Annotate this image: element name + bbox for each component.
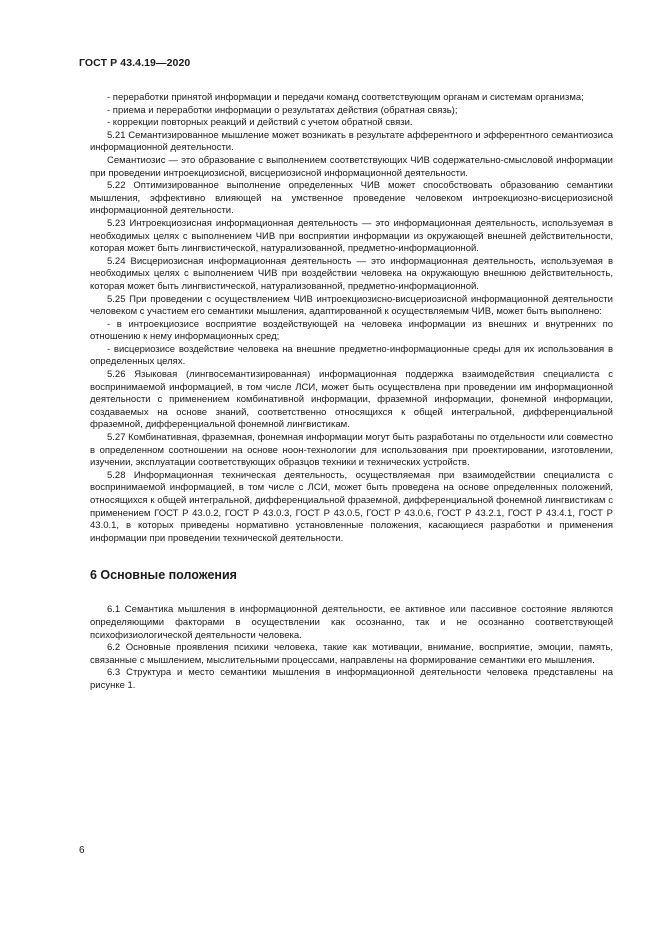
clause-6-2: 6.2 Основные проявления психики человека, такие как мотивации, внимание, восприятие, эмоции, память, связанные с мышлением, мыслительными процессами, направлены на формирование семантики его мышления. — [90, 642, 613, 666]
clause-6-3: 6.3 Структура и место семантики мышления в информационной деятельности человека представлены на рисунке 1. — [90, 667, 613, 691]
list-item-continuation: - переработки принятой информации и передачи команд соответствующим органам и системам организма; — [107, 92, 584, 103]
list-item: - коррекции повторных реакций и действий с учетом обратной связи. — [107, 117, 413, 129]
document-header: ГОСТ Р 43.4.19—2020 — [79, 57, 191, 69]
list-item: - приема и переработки информации о результатах действия (обратная связь); — [107, 104, 458, 116]
clause-5-24: 5.24 Висцериозисная информационная деятельность — это информационная деятельность, используемая в необходимых целях с выполнением ЧИВ при воздействии человека на окружающую внешнюю действительность, которая может быть лингвистической, натурализованной, предметно-информационной. — [90, 255, 613, 292]
clause-5-25: 5.25 При проведении с осуществлением ЧИВ интроекциозисно-висцериозисной информационной деятельности человеком с участием его семантики мышления, адаптированной к осуществляемым ЧИВ, может быть выполнено: — [90, 293, 613, 318]
list-item: - в интроекциозисе восприятие воздействующей на человека информации из внешних и внутренних по отношению к нему информационных сред; — [90, 318, 613, 343]
page-body — [90, 92, 613, 693]
page-number: 6 — [79, 845, 85, 856]
clause-5-26: 5.26 Языковая (лингвосемантизированная) информационная поддержка взаимодействия специалиста с воспринимаемой информацией, в том числе ЛСИ, может быть осуществлена при проведении им информационной деятельности с применением комбинативной информации, фраземной информации, фонемной информации, создаваемых на основе знаний, соответственно относящихся к общей интегральной, дифференциальной фраземной, дифференциальной фонемной лингвистикам. — [90, 369, 613, 431]
clause-5-23: 5.23 Интроекциозисная информационная деятельность — это информационная деятельность, используемая в необходимых целях с выполнением ЧИВ при восприятии информации из окружающей внешней действительности, которая может быть лингвистической, натурализованной, предметно-информационной. — [90, 217, 613, 255]
clause-5-27: 5.27 Комбинативная, фраземная, фонемная информации могут быть разработаны по отдельности или совместно в определенном соотношении на основе ноон-технологии для использования при проектировании, изготовлении, изучении, эксплуатации соответствующих образцов техники и технических устройств. — [90, 432, 613, 469]
section-6-title: 6 Основные положения — [90, 568, 237, 583]
definition-semantiosis: Семантиозис — это образование с выполнением соответствующих ЧИВ содержательно-смысловой информации при проведении интроекциозисной, висцериозисной информационной деятельности. — [90, 154, 613, 179]
list-item: - висцериозисе воздействие человека на внешние предметно-информационные среды для их использования в определенных целях. — [90, 343, 613, 368]
clause-5-21: 5.21 Семантизированное мышление может возникать в результате афферентного и эфферентного семантиозиса информационной деятельности. — [90, 129, 613, 154]
clause-6-1: 6.1 Семантика мышления в информационной деятельности, ее активное или пассивное состояние являются определяющими факторами в осуществлении как осознанно, так и не осознанно соответствующей психофизиологической деятельности человека. — [90, 604, 613, 641]
clause-5-22: 5.22 Оптимизированное выполнение определенных ЧИВ может способствовать образованию семантики мышления, эффективно влияющей на умственное проведение человеком интроекциозно-висцериозисной информационной деятельности. — [90, 180, 613, 217]
clause-5-28: 5.28 Информационная техническая деятельность, осуществляемая при взаимодействии специалиста с воспринимаемой информацией, в том числе с ЛСИ, может быть проведена на основе определенных положений, относящихся к общей интегральной, дифференциальной фраземной, дифференциальной фонемной лингвистикам с применением ГОСТ Р 43.0.2, ГОСТ Р 43.0.3, ГОСТ Р 43.0.5, ГОСТ Р 43.0.6, ГОСТ Р 43.2.1, ГОСТ Р 43.4.1, ГОСТ Р 43.0.1, в которых приведены нормативно установленные положения, касающиеся разработки и применения информации при проведении технической деятельности. — [90, 469, 613, 544]
